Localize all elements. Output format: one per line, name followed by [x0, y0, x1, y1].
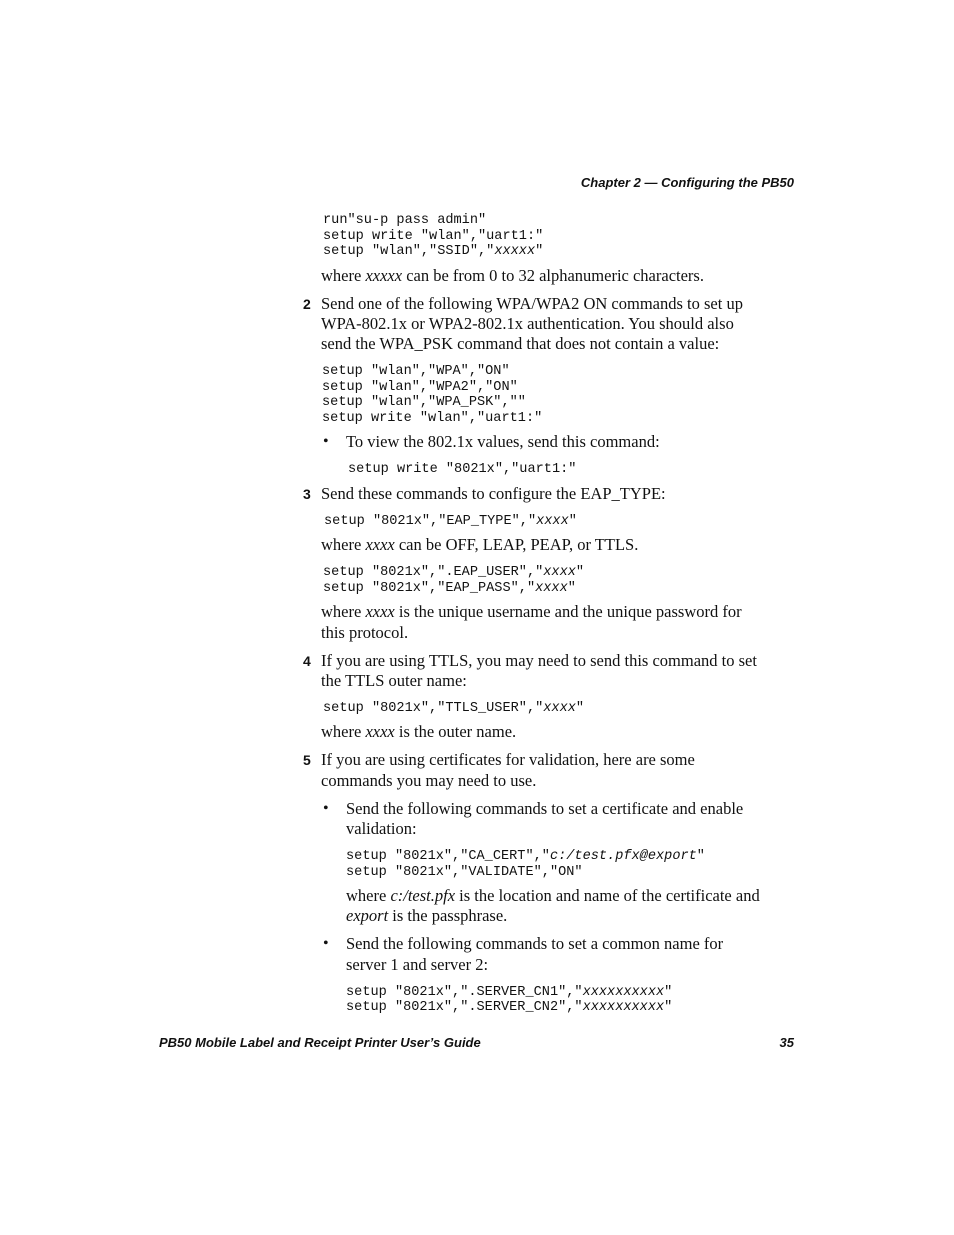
code-line: setup "8021x",".EAP_USER","xxxx" — [323, 565, 585, 580]
code-line: setup "8021x","CA_CERT","c:/test.pfx@export" — [346, 849, 705, 864]
code-line: setup "8021x","EAP_TYPE","xxxx" — [324, 514, 577, 529]
code-line: setup "8021x","EAP_PASS","xxxx" — [323, 581, 576, 596]
step-text: If you are using TTLS, you may need to send this command to set — [321, 651, 757, 670]
bullet-text: server 1 and server 2: — [346, 955, 489, 974]
step-text: Send these commands to configure the EAP_TYPE: — [321, 484, 666, 503]
footer-title: PB50 Mobile Label and Receipt Printer User’s Guide — [159, 1035, 481, 1050]
step-text: commands you may need to use. — [321, 771, 537, 790]
where-note: where xxxx is the outer name. — [321, 722, 517, 741]
code-line: setup "wlan","WPA","ON" — [322, 364, 510, 379]
code-line: setup "wlan","WPA2","ON" — [322, 380, 518, 395]
step-text: the TTLS outer name: — [321, 671, 467, 690]
code-line: setup "8021x",".SERVER_CN2","xxxxxxxxxx" — [346, 1000, 673, 1015]
step-text: WPA-802.1x or WPA2-802.1x authentication. You should also — [321, 314, 734, 333]
code-line: setup write "wlan","uart1:" — [322, 411, 543, 426]
code-line: setup "8021x","TTLS_USER","xxxx" — [323, 701, 585, 716]
code-line: setup write "8021x","uart1:" — [348, 462, 577, 477]
code-line: setup "wlan","SSID","xxxxx" — [323, 244, 544, 259]
step-number: 2 — [303, 296, 311, 312]
step-number: 4 — [303, 653, 311, 669]
code-line: setup "wlan","WPA_PSK","" — [322, 395, 526, 410]
bullet-text: To view the 802.1x values, send this command: — [346, 432, 660, 451]
bullet-text: Send the following commands to set a common name for — [346, 934, 724, 953]
where-note: where xxxx is the unique username and the unique password for — [321, 602, 742, 621]
step-text: send the WPA_PSK command that does not contain a value: — [321, 334, 720, 353]
bullet-marker: • — [323, 800, 329, 817]
step-number: 5 — [303, 752, 311, 768]
where-note: where xxxx can be OFF, LEAP, PEAP, or TTLS. — [321, 535, 639, 554]
page-number: 35 — [779, 1035, 794, 1050]
code-line: setup write "wlan","uart1:" — [323, 229, 544, 244]
bullet-text: Send the following commands to set a certificate and enable — [346, 799, 744, 818]
code-line: setup "8021x","VALIDATE","ON" — [346, 865, 583, 880]
step-text: If you are using certificates for validation, here are some — [321, 750, 695, 769]
bullet-text: validation: — [346, 819, 417, 838]
step-number: 3 — [303, 486, 311, 502]
where-note: this protocol. — [321, 623, 409, 642]
where-note: where c:/test.pfx is the location and name of the certificate and — [346, 886, 760, 905]
step-text: Send one of the following WPA/WPA2 ON commands to set up — [321, 294, 743, 313]
where-note: where xxxxx can be from 0 to 32 alphanumeric characters. — [321, 266, 704, 285]
running-header: Chapter 2 — Configuring the PB50 — [580, 175, 794, 190]
where-note: export is the passphrase. — [346, 906, 508, 925]
bullet-marker: • — [323, 935, 329, 952]
bullet-marker: • — [323, 433, 329, 450]
code-line: run"su-p pass admin" — [323, 213, 487, 228]
code-line: setup "8021x",".SERVER_CN1","xxxxxxxxxx" — [346, 985, 673, 1000]
